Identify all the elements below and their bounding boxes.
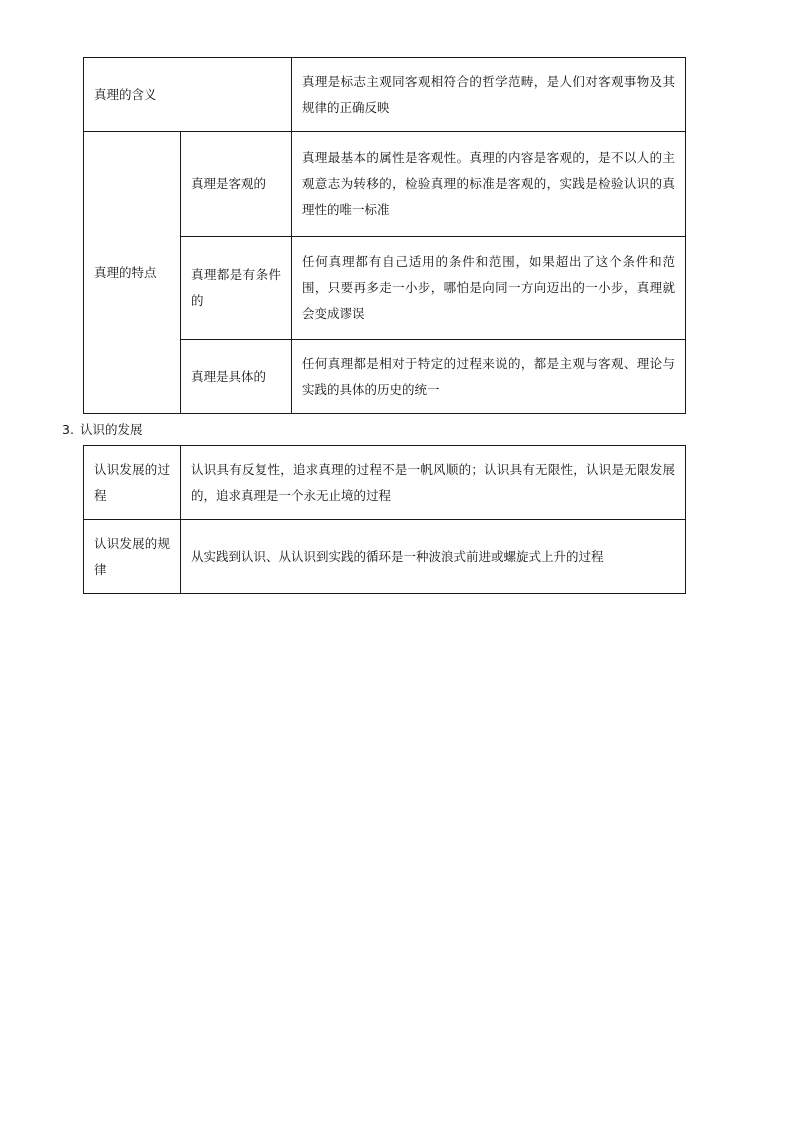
cognition-table (83, 445, 686, 594)
feature-text: 任何真理都有自己适用的条件和范围，如果超出了这个条件和范围，只要再多走一小步，哪怕是向同一方向迈出的一小步，真理就会变成谬误 (292, 237, 686, 340)
truth-table (83, 57, 686, 414)
row-text: 从实践到认识、从认识到实践的循环是一种波浪式前进或螺旋式上升的过程 (181, 520, 686, 594)
feature-label: 真理是具体的 (181, 340, 292, 414)
table-row (84, 520, 686, 594)
row-label: 认识发展的过程 (84, 446, 181, 520)
feature-text: 任何真理都是相对于特定的过程来说的，都是主观与客观、理论与实践的具体的历史的统一 (292, 340, 686, 414)
table-row (84, 446, 686, 520)
row-text: 认识具有反复性，追求真理的过程不是一帆风顺的；认识具有无限性，认识是无限发展的，追求真理是一个永无止境的过程 (181, 446, 686, 520)
section-heading (62, 420, 142, 440)
feature-label: 真理是客观的 (181, 132, 292, 237)
truth-meaning-label: 真理的含义 (84, 58, 292, 132)
truth-features-label: 真理的特点 (84, 132, 181, 414)
truth-meaning-text: 真理是标志主观同客观相符合的哲学范畴，是人们对客观事物及其规律的正确反映 (292, 58, 686, 132)
table-row (84, 132, 686, 237)
section-title: 认识的发展 (79, 422, 143, 437)
table-row (84, 58, 686, 132)
feature-label: 真理都是有条件的 (181, 237, 292, 340)
feature-text: 真理最基本的属性是客观性。真理的内容是客观的，是不以人的主观意志为转移的，检验真理的标准是客观的，实践是检验认识的真理性的唯一标准 (292, 132, 686, 237)
row-label: 认识发展的规律 (84, 520, 181, 594)
section-number: 3. (62, 422, 74, 437)
